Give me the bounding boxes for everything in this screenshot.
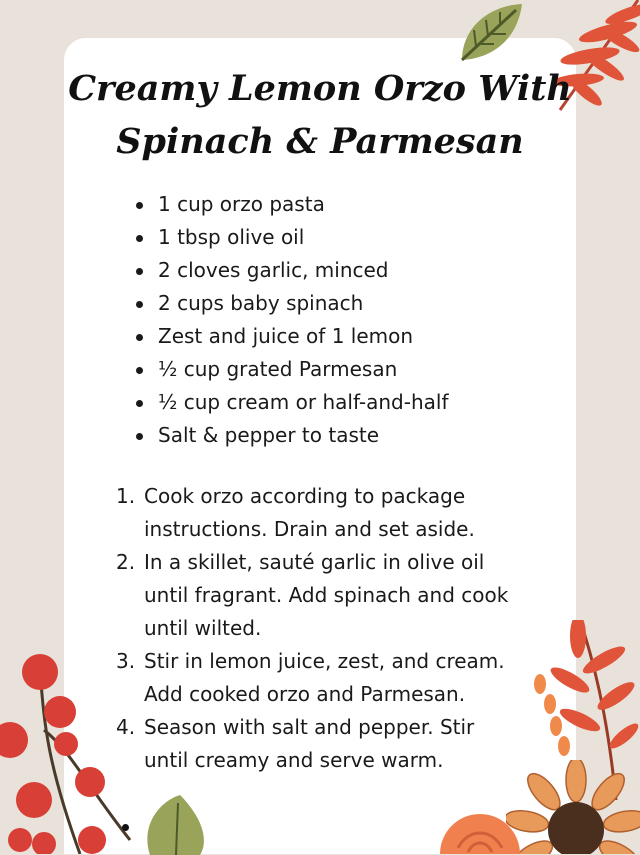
step-number: 4.: [116, 715, 136, 739]
step-number: 1.: [116, 484, 136, 508]
recipe-title-line2: Spinach & Parmesan: [116, 121, 524, 162]
ingredient-item: Zest and juice of 1 lemon: [136, 320, 449, 353]
ingredient-item: 2 cloves garlic, minced: [136, 254, 449, 287]
ingredient-item: ½ cup cream or half-and-half: [136, 386, 449, 419]
green-leaf-icon: [140, 795, 210, 855]
step-number: 2.: [116, 550, 136, 574]
step-text: Stir in lemon juice, zest, and cream. Add cooked orzo and Parmesan.: [144, 649, 505, 706]
green-leaf-icon: [456, 0, 526, 64]
instruction-step: [116, 711, 516, 777]
step-text: In a skillet, sauté garlic in olive oil until fragrant. Add spinach and cook until wilted.: [144, 550, 509, 640]
instruction-step: [116, 645, 516, 711]
sunflower-icon: [506, 760, 640, 854]
recipe-title: [64, 62, 576, 168]
ingredient-list: [136, 188, 449, 452]
ingredient-item: Salt & pepper to taste: [136, 419, 449, 452]
ingredient-item: ½ cup grated Parmesan: [136, 353, 449, 386]
instruction-step: [116, 546, 516, 645]
step-text: Season with salt and pepper. Stir until creamy and serve warm.: [144, 715, 475, 772]
step-text: Cook orzo according to package instructions. Drain and set aside.: [144, 484, 475, 541]
step-number: 3.: [116, 649, 136, 673]
instruction-step: [116, 480, 516, 546]
page-indicator-dot: [122, 824, 129, 831]
instruction-list: [116, 480, 516, 777]
recipe-title-line1: Creamy Lemon Orzo With: [68, 68, 572, 109]
rose-icon: [438, 808, 522, 854]
ingredient-item: 1 tbsp olive oil: [136, 221, 449, 254]
ingredient-item: 1 cup orzo pasta: [136, 188, 449, 221]
ingredient-item: 2 cups baby spinach: [136, 287, 449, 320]
